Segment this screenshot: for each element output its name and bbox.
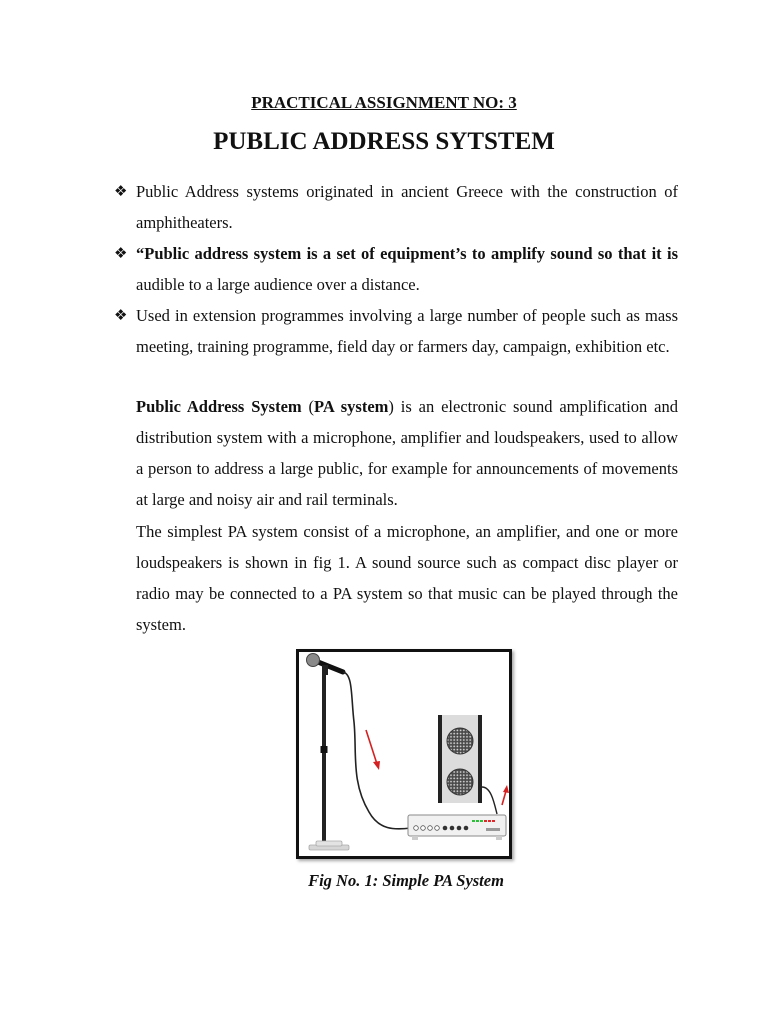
speaker-cable: [482, 787, 497, 814]
figure-caption: Fig No. 1: Simple PA System: [308, 871, 504, 890]
diamond-bullet-icon: ❖: [114, 244, 128, 262]
bullet-item: [114, 300, 678, 362]
pa-abbrev-term: PA system: [314, 397, 389, 416]
pa-definition-paragraph: [136, 391, 678, 515]
microphone-icon: [307, 654, 344, 676]
definition-bold-text: “Public address system is a set of equipment’s to amplify sound so that it is: [136, 244, 678, 263]
pa-term: Public Address System: [136, 397, 302, 416]
bullet-item: [114, 176, 678, 238]
loudspeaker-icon: [438, 715, 482, 803]
microphone-cable: [343, 672, 411, 829]
page-title: PUBLIC ADDRESS SYTSTEM: [213, 128, 555, 155]
paren-text: (: [301, 397, 315, 416]
assignment-title: PRACTICAL ASSIGNMENT NO: 3: [251, 93, 517, 112]
bullet-text: [136, 238, 678, 300]
definition-text: audible to a large audience over a distance.: [136, 275, 420, 294]
output-arrow-icon: [502, 785, 509, 805]
bullet-text: Used in extension programmes involving a large number of people such as mass meeting, training programme, field day or farmers day, campaign, exhibition etc.: [136, 306, 678, 356]
diamond-bullet-icon: ❖: [114, 306, 128, 324]
diamond-bullet-icon: ❖: [114, 182, 128, 200]
pa-system-figure: [296, 649, 512, 859]
amplifier-icon: [408, 815, 506, 840]
bullet-list: [114, 176, 678, 362]
microphone-stand: [309, 670, 349, 850]
bullet-text: Public Address systems originated in ancient Greece with the construction of amphitheaters.: [136, 182, 678, 232]
signal-arrow-icon: [366, 730, 380, 770]
simplest-pa-paragraph: The simplest PA system consist of a microphone, an amplifier, and one or more loudspeakers is shown in fig 1. A sound source such as compact disc player or radio may be connected to a PA system so that music can be played through the system.: [136, 522, 678, 634]
paragraph-text: ) is an electronic sound amplification and distribution system with a microphone, amplifier and loudspeakers, used to allow a person to address a large public, for example for announcements of movements at large and noisy air and rail terminals.: [136, 397, 678, 509]
pa-system-illustration: [299, 652, 509, 856]
bullet-item: [114, 238, 678, 300]
